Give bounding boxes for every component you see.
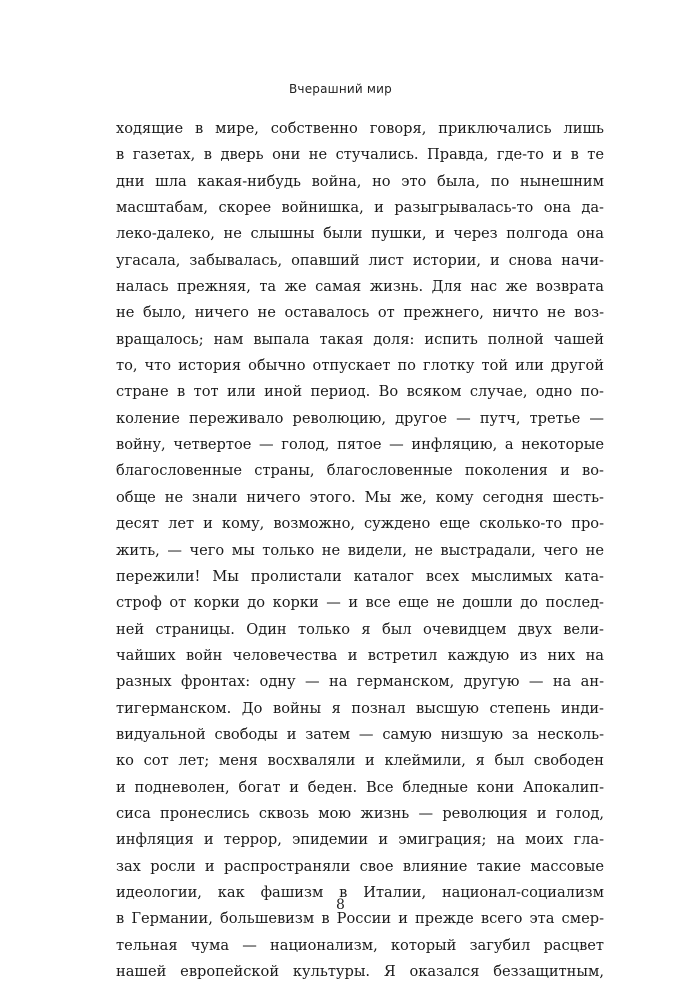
text-line: ходящие в мире, собственно говоря, приключались лишь [116, 120, 604, 137]
text-line: в газетах, в дверь они не стучались. Правда, где-то и в те [116, 146, 604, 164]
text-line: масштабам, скорее войнишка, и разыгрывалась-то она да- [116, 199, 604, 217]
text-line: ко сот лет; меня восхваляли и клеймили, я был свободен [116, 752, 604, 770]
text-line: нашей европейской культуры. Я оказался беззащитным, [116, 963, 604, 980]
text-line: и подневолен, богат и беден. Все бледные кони Апокалип- [116, 778, 604, 796]
text-line: пережили! Мы пролистали каталог всех мыслимых катa- [116, 567, 604, 585]
text-line: чайших войн человечества и встретил каждую из них на [116, 646, 604, 664]
body-text [116, 116, 604, 985]
text-line: десят лет и кому, возможно, суждено еще сколько-то про- [116, 515, 604, 533]
text-line: леко-далеко, не слышны были пушки, и через полгода она [116, 225, 604, 243]
text-line: разных фронтах: одну — на германском, другую — на ан- [116, 673, 604, 691]
text-line: коление переживало революцию, другое — путч, третье — [116, 409, 604, 427]
text-line: угасала, забывалась, опавший лист истории, и снова начи- [116, 251, 604, 269]
text-line: войну, четвертое — голод, пятое — инфляцию, а некоторые [116, 436, 604, 454]
text-line: стране в тот или иной период. Во всяком случае, одно по- [116, 383, 604, 401]
text-line: благословенные страны, благословенные поколения и во- [116, 462, 604, 480]
text-line: жить, — чего мы только не видели, не выстрадали, чего не [116, 541, 604, 559]
text-line: вращалось; нам выпала такая доля: испить полной чашей [116, 330, 604, 348]
text-line: идеологии, как фашизм в Италии, национал-социализм [116, 883, 604, 901]
text-line: дни шла какая-нибудь война, но это была, по нынешним [116, 172, 604, 190]
page-number: 8 [336, 897, 345, 913]
text-line: то, что история обычно отпускает по глотку той или другой [116, 357, 604, 375]
text-line: обще не знали ничего этого. Мы же, кому сегодня шесть- [116, 488, 604, 506]
text-line: зах росли и распространяли свое влияние такие массовые [116, 857, 604, 875]
text-line: не было, ничего не оставалось от прежнего, ничто не воз- [116, 304, 604, 322]
text-line: в Германии, большевизм в России и прежде всего эта смер- [116, 910, 604, 928]
running-head: Вчерашний мир [289, 82, 392, 96]
text-line: тигерманском. До войны я познал высшую степень инди- [116, 699, 604, 717]
text-line: тельная чума — национализм, который загубил расцвет [116, 936, 604, 954]
text-line: инфляция и террор, эпидемии и эмиграция; на моих гла- [116, 831, 604, 849]
text-line: сиса пронеслись сквозь мою жизнь — революция и голод, [116, 804, 604, 822]
text-line: строф от корки до корки — и все еще не дошли до послед- [116, 594, 604, 612]
text-line: налась прежняя, та же самая жизнь. Для нас же возврата [116, 278, 604, 296]
text-line: видуальной свободы и затем — самую низшую за несколь- [116, 725, 604, 743]
text-line: ней страницы. Один только я был очевидцем двух вели- [116, 620, 604, 638]
